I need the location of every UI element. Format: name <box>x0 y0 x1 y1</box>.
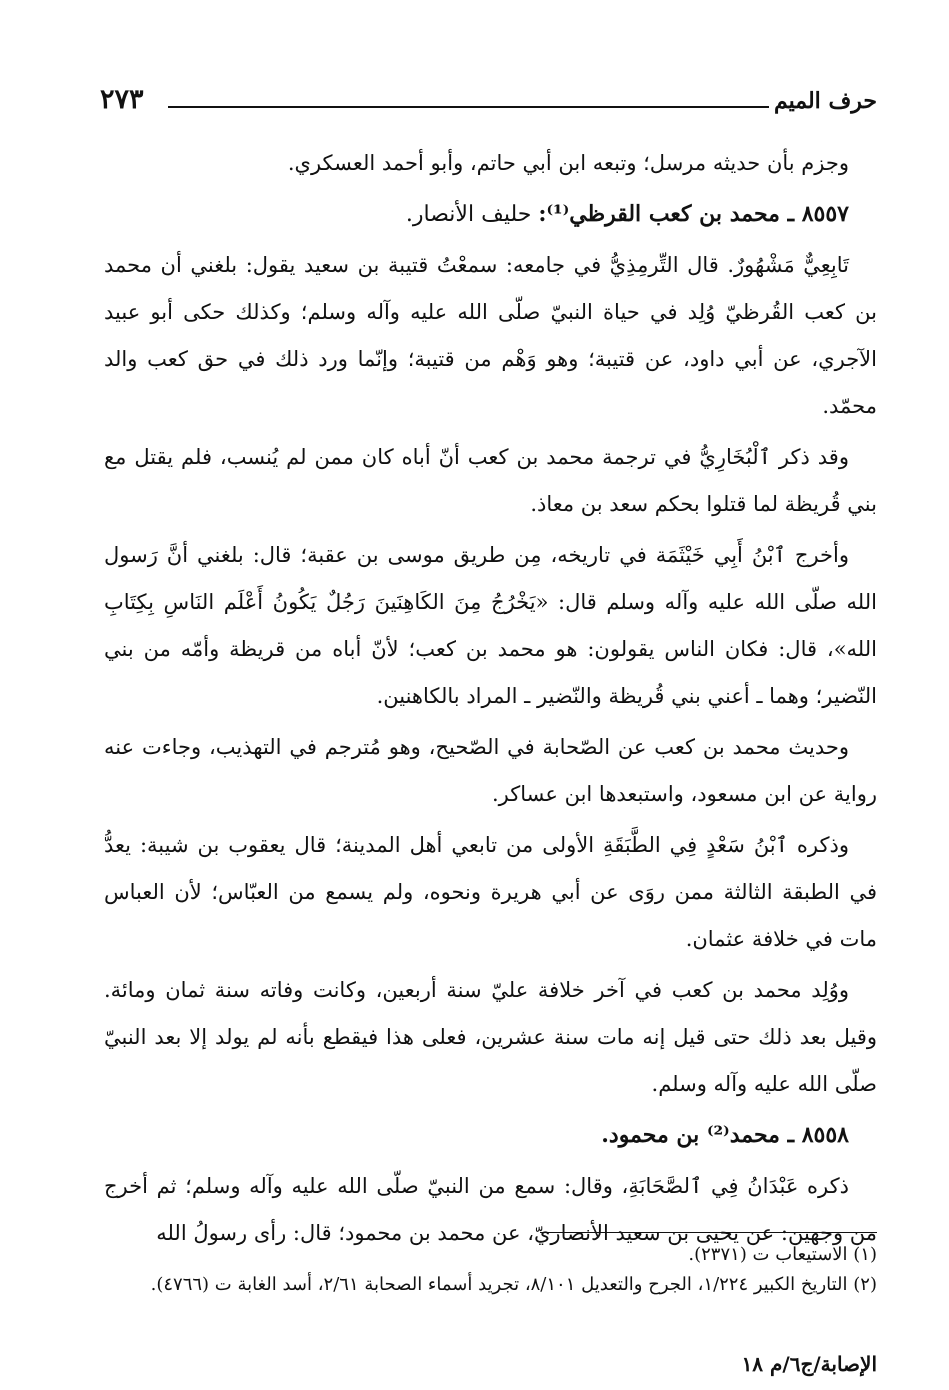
paragraph: وحديث محمد بن كعب عن الصّحابة في الصّحيح، وهو مُترجم في التهذيب، وجاءت عنه رواية عن ابن مسعود، واستبعدها ابن عساكر. <box>104 735 877 806</box>
paragraph: وذكره ٱبْنُ سَعْدٍ فِي الطَّبَقَةِ الأولى من تابعي أهل المدينة؛ قال يعقوب بن شيبة: يعدُّ في الطبقة الثالثة ممن روَى عن أبي هريرة ونحوه، ولم يسمع من العبّاس؛ لأن العباس مات في خلافة عثمان. <box>104 833 877 951</box>
entry-8558: ٨٥٥٨ ـ محمد⁽²⁾ بن محمود. <box>601 1122 849 1148</box>
printer-signature: الإصابة/ج٦/م ١٨ <box>741 1352 877 1376</box>
main-text <box>104 140 877 1261</box>
paragraph: تَابِعِيٌّ مَشْهُورٌ. قال التِّرمِذِيُّ في جامعه: سمعْتُ قتيبة بن سعيد يقول: بلغني أن محمد بن كعب القُرظيّ وُلِد في حياة النبيّ صلّى الله عليه وآله وسلم؛ وكذلك حكى أبو عبيد الآجري، عن أبي داود، عن قتيبة؛ وهو وَهْم من قتيبة؛ وإنّما ورد ذلك في حق كعب والد محمّد. <box>104 253 877 418</box>
entry-8557 <box>104 191 877 238</box>
paragraph: ووُلِد محمد بن كعب في آخر خلافة عليّ سنة أربعين، وكانت وفاته سنة ثمان ومائة. وقيل بعد ذلك حتى قيل إنه مات سنة عشرين، فعلى هذا فيقطع بأنه لم يولد إلا بعد النبيّ صلّى الله عليه وآله وسلم. <box>104 978 877 1096</box>
running-title: حرف الميم <box>773 88 877 114</box>
header-rule <box>168 106 769 108</box>
paragraph: ذكره عَبْدَانُ فِي ٱلصَّحَابَةِ، وقال: سمع من النبيّ صلّى الله عليه وآله وسلم؛ ثم أخرج من وجهين: عن يحيى بن سعيد الأنصاريّ، عن محمد بن محمود؛ قال: رأى رسولُ الله <box>104 1174 877 1245</box>
footnotes <box>104 1240 877 1300</box>
page-header <box>100 84 877 124</box>
footnote-1: (١) الاستيعاب ت (٢٣٧١). <box>688 1244 877 1265</box>
paragraph: وأخرج ٱبْنُ أَبِي خَيْثَمَة في تاريخه، مِن طريق موسى بن عقبة؛ قال: بلغني أنَّ رَسول الله صلّى الله عليه وآله وسلم قال: «يَخْرُجُ مِنَ الكَاهِنَينَ رَجُلٌ يَكُونُ أَعْلَم النَاسِ بِكِتَابِ الله»، قال: فكان الناس يقولون: هو محمد بن كعب؛ لأنّ أباه من قريظة وأمّه من بني النّضير؛ وهما ـ أعني بني قُريظة والنّضير ـ المراد بالكاهنين. <box>104 543 877 708</box>
entry-description: حليف الأنصار. <box>405 202 539 227</box>
footnote-2: (٢) التاريخ الكبير ١/٢٢٤، الجرح والتعديل ٨/١٠١، تجريد أسماء الصحابة ٢/٦١، أسد الغابة ت (٤٧٦٦). <box>150 1274 877 1295</box>
paragraph: وقد ذكر ٱلْبُخَارِيُّ في ترجمة محمد بن كعب أنّ أباه كان ممن لم يُنسب، فلم يقتل مع بني قُريظة لما قتلوا بحكم سعد بن معاذ. <box>104 445 877 516</box>
entry-heading: ٨٥٥٧ ـ محمد بن كعب القرظي⁽¹⁾: <box>538 201 849 227</box>
footnote-rule <box>540 1232 877 1233</box>
page-number: ٢٧٣ <box>100 84 144 115</box>
paragraph: وجزم بأن حديثه مرسل؛ وتبعه ابن أبي حاتم، وأبو أحمد العسكري. <box>287 151 849 175</box>
